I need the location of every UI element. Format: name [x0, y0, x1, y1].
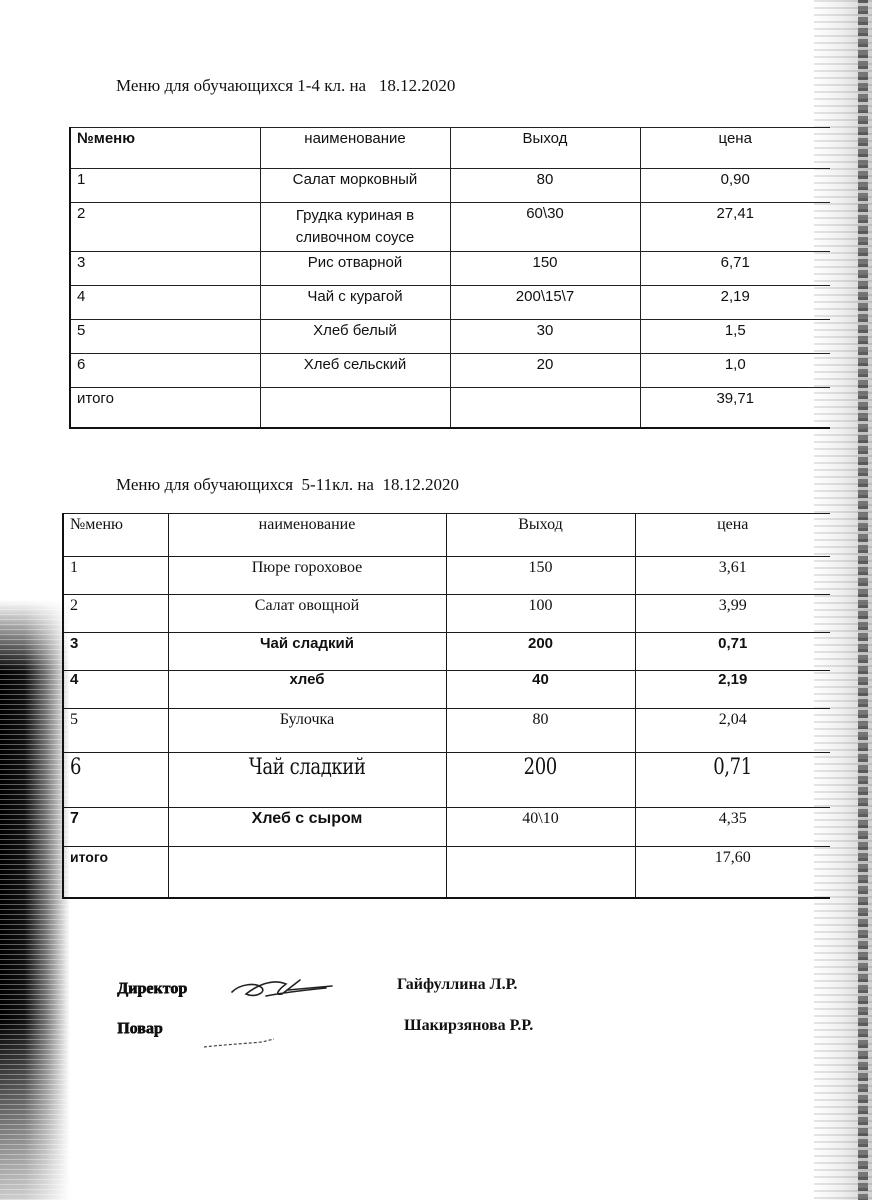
row-out: 80 [450, 169, 640, 203]
header-name: наименование [168, 514, 446, 557]
row-name: Хлеб сельский [260, 354, 450, 388]
row-num: 1 [70, 169, 260, 203]
row-num: 1 [63, 557, 168, 595]
row-name: Рис отварной [260, 252, 450, 286]
row-price: 4,35 [635, 808, 830, 847]
table-row [70, 354, 830, 388]
cook-name: Шакирзянова Р.Р. [404, 1017, 534, 1034]
total-empty-cell [260, 388, 450, 428]
row-name: Хлеб с сыром [168, 808, 446, 847]
row-out: 200 [523, 755, 558, 780]
handwritten-signature [226, 966, 336, 1006]
row-out: 30 [450, 320, 640, 354]
cook-role: Повар [117, 1020, 163, 1037]
row-price: 2,04 [635, 709, 830, 753]
row-price: 6,71 [640, 252, 830, 286]
row-num: 4 [70, 286, 260, 320]
row-price: 0,90 [640, 169, 830, 203]
row-num: 2 [70, 203, 260, 252]
row-price: 1,0 [640, 354, 830, 388]
row-out: 80 [446, 709, 635, 753]
total-empty-cell [450, 388, 640, 428]
row-out: 150 [450, 252, 640, 286]
table-row [63, 808, 830, 847]
row-price: 3,99 [635, 595, 830, 633]
row-name: Пюре гороховое [168, 557, 446, 595]
row-price: 2,19 [635, 671, 830, 709]
row-price: 3,61 [635, 557, 830, 595]
menu-secondary-title: Меню для обучающихся 5-11кл. на 18.12.2020 [116, 475, 459, 494]
table-row [70, 286, 830, 320]
row-price-cell [635, 753, 830, 808]
header-name: наименование [260, 128, 450, 169]
header-out: Выход [446, 514, 635, 557]
menu-secondary-table [62, 513, 830, 899]
table-row [63, 671, 830, 709]
table-row [63, 595, 830, 633]
row-out: 100 [446, 595, 635, 633]
row-out: 40 [446, 671, 635, 709]
table-row [70, 203, 830, 252]
row-num: 6 [70, 354, 260, 388]
signature-flourish [200, 1035, 280, 1051]
table-row [63, 633, 830, 671]
table-row [63, 709, 830, 753]
row-name: Чай с курагой [260, 286, 450, 320]
row-num: 4 [63, 671, 168, 709]
table-row [70, 252, 830, 286]
row-num-cell [63, 753, 168, 808]
row-out: 20 [450, 354, 640, 388]
total-empty-cell [168, 847, 446, 899]
row-out: 200\15\7 [450, 286, 640, 320]
row-out-cell [446, 753, 635, 808]
row-num: 5 [63, 709, 168, 753]
total-row [63, 847, 830, 899]
row-name: Чай сладкий [168, 633, 446, 671]
header-out: Выход [450, 128, 640, 169]
director-role: Директор [117, 980, 187, 997]
row-name: Грудка куриная в сливочном соусе [260, 203, 450, 252]
row-price: 27,41 [640, 203, 830, 252]
director-name: Гайфуллина Л.Р. [397, 976, 518, 993]
table-row [63, 557, 830, 595]
row-name: Салат морковный [260, 169, 450, 203]
menu-primary-title: Меню для обучающихся 1-4 кл. на 18.12.2020 [116, 76, 456, 95]
row-name: хлеб [168, 671, 446, 709]
row-out: 40\10 [446, 808, 635, 847]
row-price: 0,71 [635, 633, 830, 671]
row-name: Салат овощной [168, 595, 446, 633]
row-num: 3 [63, 633, 168, 671]
row-price: 1,5 [640, 320, 830, 354]
row-num: 5 [70, 320, 260, 354]
table-header-row [63, 514, 830, 557]
menu-primary-table [69, 127, 830, 429]
header-price: цена [640, 128, 830, 169]
row-num: 3 [70, 252, 260, 286]
header-price: цена [635, 514, 830, 557]
header-num: №меню [63, 514, 168, 557]
row-price: 2,19 [640, 286, 830, 320]
total-empty-cell [446, 847, 635, 899]
row-num: 2 [63, 595, 168, 633]
row-num: 7 [63, 808, 168, 847]
table-row [63, 753, 830, 808]
total-row [70, 388, 830, 428]
row-out: 60\30 [450, 203, 640, 252]
header-num: №меню [70, 128, 260, 169]
row-name-cell [168, 753, 446, 808]
total-price: 39,71 [640, 388, 830, 428]
total-label: итого [63, 847, 168, 899]
table-row [70, 169, 830, 203]
row-out: 200 [446, 633, 635, 671]
scan-edge-left [0, 600, 70, 1200]
row-name: Хлеб белый [260, 320, 450, 354]
row-name: Булочка [168, 709, 446, 753]
row-name: Чай сладкий [248, 755, 366, 780]
total-label: итого [70, 388, 260, 428]
row-out: 150 [446, 557, 635, 595]
table-row [70, 320, 830, 354]
row-price: 0,71 [713, 755, 753, 780]
total-price: 17,60 [635, 847, 830, 899]
row-num: 6 [70, 755, 82, 780]
table-header-row [70, 128, 830, 169]
